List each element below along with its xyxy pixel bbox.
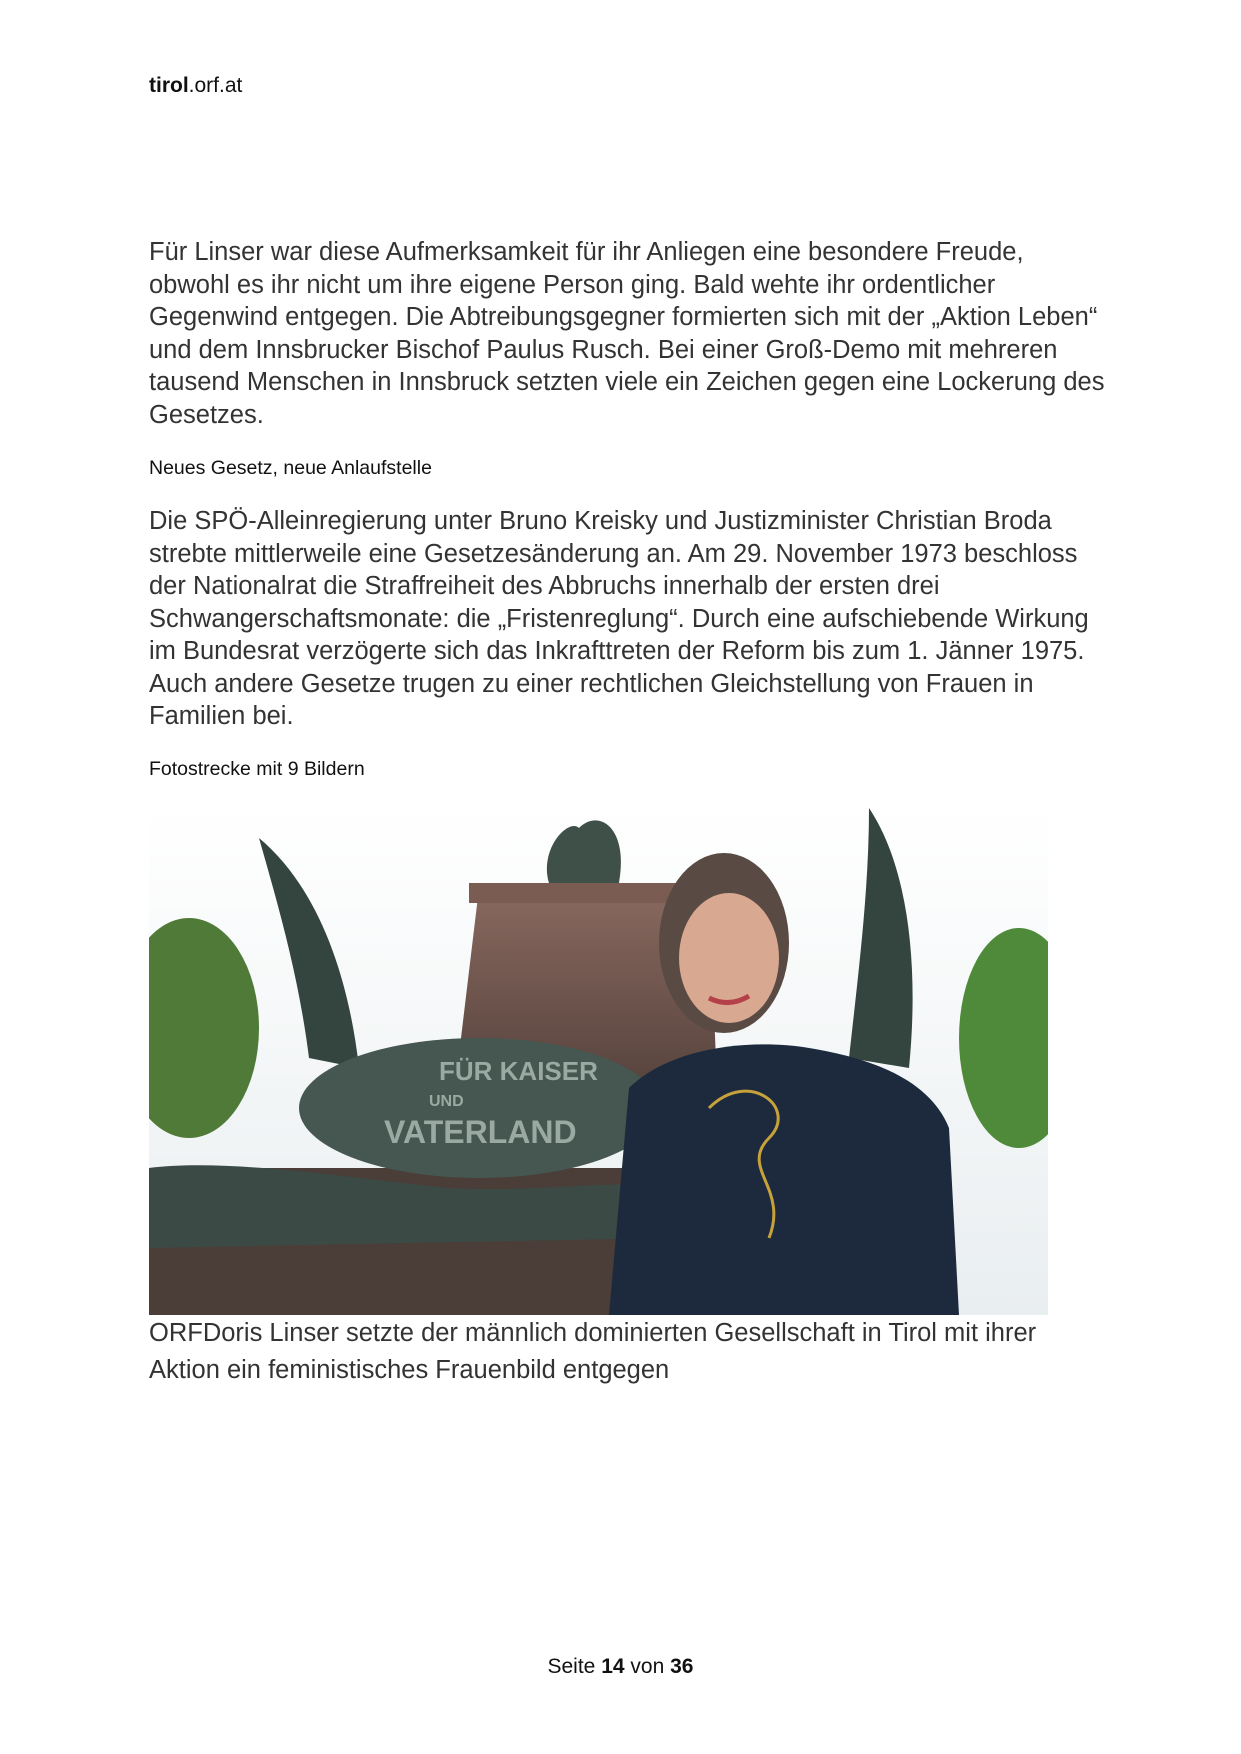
site-name-domain: .orf.at: [188, 74, 243, 97]
gallery-label[interactable]: Fotostrecke mit 9 Bildern: [149, 758, 365, 780]
inscription: UND: [429, 1093, 464, 1110]
page-footer: [0, 1655, 1241, 1679]
inscription: FÜR KAISER: [439, 1056, 598, 1086]
site-name: [149, 74, 242, 98]
site-name-bold: tirol: [149, 74, 189, 97]
inscription: VATERLAND: [384, 1114, 577, 1150]
paragraph: Die SPÖ-Alleinregierung unter Bruno Kreisky und Justizminister Christian Broda strebte mittlerweile eine Gesetzesänderung an. Am 29. November 1973 beschloss der Nationalrat die Straffreiheit des Abbruchs innerhalb der ersten drei Schwangerschaftsmonate: die „Fristenreglung“. Durch eine aufschiebende Wirkung im Bundesrat verzögerte sich das Inkrafttreten der Reform bis zum 1. Jänner 1975. Auch andere Gesetze trugen zu einer rechtlichen Gleichstellung von Frauen in Familien bei.: [149, 507, 1089, 730]
footer-prefix: Seite: [547, 1655, 596, 1678]
photo-caption: ORFDoris Linser setzte der männlich dominierten Gesellschaft in Tirol mit ihrer Aktion ein feministisches Frauenbild entgegen: [149, 1319, 1037, 1384]
article-photo: [149, 808, 1048, 1315]
subheading: Neues Gesetz, neue Anlaufstelle: [149, 457, 432, 479]
current-page: 14: [601, 1655, 625, 1678]
paragraph: Für Linser war diese Aufmerksamkeit für ihr Anliegen eine besondere Freude, obwohl es ihr nicht um ihre eigene Person ging. Bald wehte ihr ordentlicher Gegenwind entgegen. Die Abtreibungsgegner formierten sich mit der „Aktion Leben“ und dem Innsbrucker Bischof Paulus Rusch. Bei einer Groß-Demo mit mehreren tausend Menschen in Innsbruck setzten viele ein Zeichen gegen eine Lockerung des Gesetzes.: [149, 238, 1105, 429]
total-pages: 36: [670, 1655, 694, 1678]
footer-middle: von: [630, 1655, 665, 1678]
